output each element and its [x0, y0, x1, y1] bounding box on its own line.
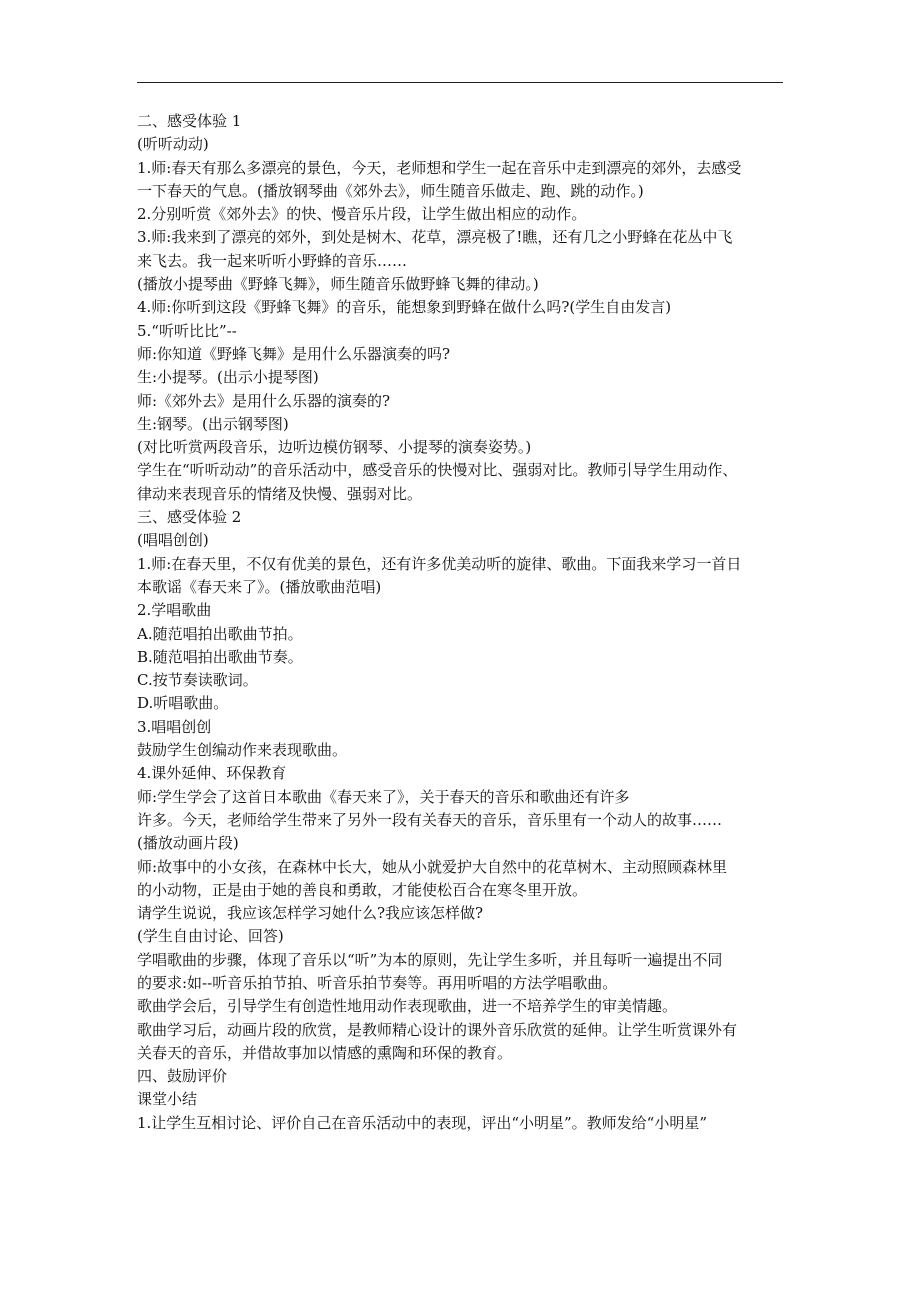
text-line: (学生自由讨论、回答) [137, 927, 284, 946]
text-line: 师:《郊外去》是用什么乐器的演奏的? [137, 391, 391, 410]
document-body [137, 110, 785, 1135]
header-rule [137, 82, 783, 83]
text-line: D.听唱歌曲。 [137, 694, 229, 713]
text-line: 的小动物，正是由于她的善良和勇敢，才能使松百合在寒冬里开放。 [137, 880, 588, 899]
text-line: 二、感受体验 1 [137, 112, 242, 130]
text-line: 关春天的音乐，并借故事加以情感的熏陶和环保的教育。 [137, 1043, 513, 1062]
text-line: 师:你知道《野蜂飞舞》是用什么乐器演奏的吗? [137, 344, 451, 363]
text-line: 3.师:我来到了漂亮的郊外，到处是树木、花草，漂亮极了!瞧，还有几之小野蜂在花丛中飞 [137, 228, 733, 247]
text-line: 律动来表现音乐的情绪及快慢、强弱对比。 [137, 484, 423, 503]
text-line: 1.让学生互相讨论、评价自己在音乐活动中的表现，评出“小明星”。教师发给“小明星” [137, 1113, 707, 1132]
text-line: 的要求:如--听音乐拍节拍、听音乐拍节奏等。再用听唱的方法学唱歌曲。 [137, 973, 618, 992]
text-line: 鼓励学生创编动作来表现歌曲。 [137, 741, 348, 760]
text-line: 课堂小结 [137, 1090, 198, 1109]
text-line: 生:钢琴。(出示钢琴图) [137, 414, 289, 433]
text-line: 师:学生学会了这首日本歌曲《春天来了》，关于春天的音乐和歌曲还有许多 [137, 787, 630, 806]
text-line: 4.师:你听到这段《野蜂飞舞》的音乐，能想象到野蜂在做什么吗?(学生自由发言) [137, 298, 672, 317]
text-line: 师:故事中的小女孩，在森林中长大，她从小就爱护大自然中的花草树木、主动照顾森林里 [137, 857, 728, 876]
text-line: 本歌谣《春天来了》。(播放歌曲范唱) [137, 577, 382, 596]
text-line: 5.“听听比比”-- [137, 321, 237, 340]
text-line: 许多。今天，老师给学生带来了另外一段有关春天的音乐，音乐里有一个动人的故事…… [137, 810, 723, 829]
text-line: (听听动动) [137, 135, 209, 154]
text-line: (播放动画片段) [137, 834, 239, 853]
text-line: A.随范唱拍出歌曲节拍。 [137, 624, 303, 643]
text-line: 1.师:春天有那么多漂亮的景色，今天，老师想和学生一起在音乐中走到漂亮的郊外，去感受 [137, 158, 742, 177]
text-line: 2.学唱歌曲 [137, 601, 212, 620]
text-line: 生:小提琴。(出示小提琴图) [137, 368, 319, 387]
text-line: (唱唱创创) [137, 531, 209, 550]
text-line: 请学生说说，我应该怎样学习她什么?我应该怎样做? [137, 904, 484, 923]
text-line: 歌曲学习后，动画片段的欣赏，是教师精心设计的课外音乐欣赏的延伸。让学生听赏课外有 [137, 1020, 738, 1039]
text-line: B.随范唱拍出歌曲节奏。 [137, 647, 303, 666]
text-line: 四、鼓励评价 [137, 1067, 228, 1086]
text-line: (对比听赏两段音乐，边听边模仿钢琴、小提琴的演奏姿势。) [137, 438, 532, 457]
text-line: 学生在“听听动动”的音乐活动中，感受音乐的快慢对比、强弱对比。教师引导学生用动作、 [137, 461, 738, 480]
text-line: 4.课外延伸、环保教育 [137, 764, 287, 783]
text-line: 2.分别听赏《郊外去》的快、慢音乐片段，让学生做出相应的动作。 [137, 205, 587, 224]
text-line: (播放小提琴曲《野蜂飞舞》，师生随音乐做野蜂飞舞的律动。) [137, 275, 539, 294]
text-line: 歌曲学会后，引导学生有创造性地用动作表现歌曲，进一不培养学生的审美情趣。 [137, 997, 678, 1016]
text-line: 3.唱唱创创 [137, 717, 212, 736]
text-line: 一下春天的气息。(播放钢琴曲《郊外去》，师生随音乐做走、跑、跳的动作。) [137, 181, 644, 200]
text-line: 来飞去。我一起来听听小野蜂的音乐…… [137, 251, 408, 270]
text-line: 三、感受体验 2 [137, 508, 242, 527]
text-line: C.按节奏读歌词。 [137, 671, 258, 690]
text-line: 学唱歌曲的步骤，体现了音乐以“听”为本的原则，先让学生多听，并且每听一遍提出不同 [137, 950, 723, 969]
text-line: 1.师:在春天里，不仅有优美的景色，还有许多优美动听的旋律、歌曲。下面我来学习一首日 [137, 554, 742, 573]
